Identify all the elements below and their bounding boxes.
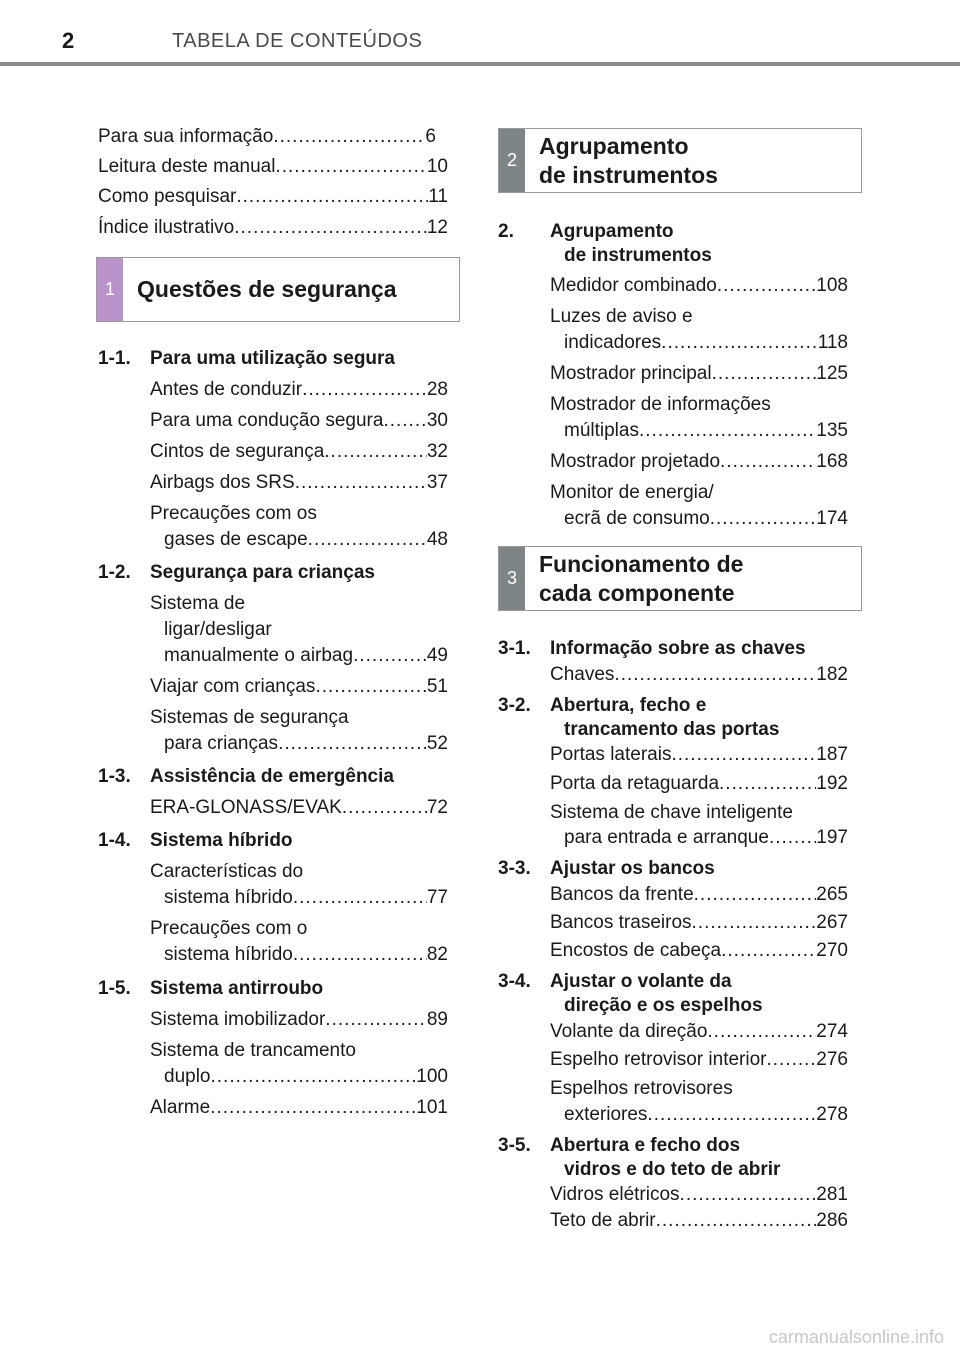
toc-entry[interactable]: Espelho retrovisor interior ..... 276 <box>550 1048 848 1072</box>
entry-title-line: Sistema de chave inteligente <box>550 802 793 823</box>
entry-title-line: Sistema de trancamento <box>150 1040 356 1061</box>
entry-title: Como pesquisar <box>98 186 237 207</box>
entry-title: Índice ilustrativo <box>98 217 235 238</box>
section-tab-3: 3 <box>499 547 525 610</box>
entry-title-line: Mostrador de informações <box>550 394 771 415</box>
header-rule <box>0 62 960 66</box>
entry-title: Para sua informação <box>98 126 274 147</box>
toc-entry[interactable]: Alarme ..... 101 <box>150 1096 448 1120</box>
section-title-2-line2: de instrumentos <box>539 162 718 188</box>
entry-page: 12 <box>426 217 448 238</box>
toc-entry[interactable]: Vidros elétricos ..... 281 <box>550 1183 848 1207</box>
toc-entry[interactable]: Antes de conduzir ..... 28 <box>150 378 448 402</box>
toc-entry[interactable] <box>98 125 436 149</box>
subsection-heading-3-3[interactable]: 3-3. Ajustar os bancos <box>498 858 715 879</box>
subsection-heading-3-4[interactable]: 3-4. Ajustar o volante da <box>498 971 732 992</box>
entry-title-line: ligar/desligar <box>164 619 272 640</box>
subsection-heading-1-1[interactable]: 1-1. Para uma utilização segura <box>98 348 395 369</box>
section-title-2-line1: Agrupamento <box>539 133 689 159</box>
toc-entry[interactable]: Medidor combinado ..... 108 <box>550 274 848 298</box>
entry-title-line: Precauções com os <box>150 503 317 524</box>
toc-entry[interactable]: Cintos de segurança ..... 32 <box>150 440 448 464</box>
subsection-heading-3-5-line2: vidros e do teto de abrir <box>564 1159 781 1180</box>
toc-entry[interactable]: para entrada e arranque ..... 197 <box>564 826 848 850</box>
subsection-heading-2[interactable]: 2. Agrupamento <box>498 221 674 242</box>
toc-entry[interactable]: Bancos da frente ..... 265 <box>550 883 848 907</box>
toc-entry[interactable] <box>98 155 448 179</box>
entry-page: 6 <box>425 126 436 147</box>
toc-entry[interactable]: manualmente o airbag ..... 49 <box>164 644 448 668</box>
subsection-heading-3-1[interactable]: 3-1. Informação sobre as chaves <box>498 638 806 659</box>
header-title: TABELA DE CONTEÚDOS <box>172 30 423 52</box>
entry-title-line: Precauções com o <box>150 918 308 939</box>
section-header-3[interactable] <box>498 546 862 611</box>
toc-entry[interactable]: duplo ..... 100 <box>164 1065 448 1089</box>
entry-title-line: Monitor de energia/ <box>550 482 714 503</box>
toc-entry[interactable]: múltiplas ..... 135 <box>564 419 848 443</box>
watermark: carmanualsonline.info <box>768 1327 944 1347</box>
entry-title-line: Luzes de aviso e <box>550 306 693 327</box>
toc-entry[interactable]: para crianças ..... 52 <box>164 732 448 756</box>
toc-entry[interactable]: Porta da retaguarda ..... 192 <box>550 772 848 796</box>
entry-title: Leitura deste manual <box>98 156 276 177</box>
subsection-heading-3-4-line2: direção e os espelhos <box>564 995 763 1016</box>
toc-entry[interactable]: Encostos de cabeça ..... 270 <box>550 939 848 963</box>
section-header-2[interactable] <box>498 128 862 193</box>
subsection-heading-2-line2: de instrumentos <box>564 245 712 266</box>
entry-page: 10 <box>426 156 448 177</box>
toc-entry[interactable]: Mostrador projetado ..... 168 <box>550 450 848 474</box>
toc-entry[interactable] <box>98 185 448 209</box>
toc-entry[interactable]: gases de escape ..... 48 <box>164 528 448 552</box>
entry-title-line: Sistema de <box>150 593 246 614</box>
toc-entry[interactable]: Portas laterais ..... 187 <box>550 743 848 767</box>
section-tab-2: 2 <box>499 129 525 192</box>
section-tab-1: 1 <box>97 258 123 321</box>
entry-title-line: Sistemas de segurança <box>150 707 349 728</box>
toc-entry[interactable]: ecrã de consumo ..... 174 <box>564 507 848 531</box>
toc-entry[interactable]: exteriores ..... 278 <box>564 1103 848 1127</box>
toc-entry[interactable]: Teto de abrir ..... 286 <box>550 1209 848 1233</box>
section-title-1: Questões de segurança <box>137 276 397 302</box>
section-title-3-line2: cada componente <box>539 580 735 606</box>
subsection-heading-1-5[interactable]: 1-5. Sistema antirroubo <box>98 978 324 999</box>
subsection-heading-3-2[interactable]: 3-2. Abertura, fecho e <box>498 695 707 716</box>
entry-title-line: Espelhos retrovisores <box>550 1078 733 1099</box>
entry-title-line: Características do <box>150 861 304 882</box>
subsection-heading-1-4[interactable]: 1-4. Sistema híbrido <box>98 830 293 851</box>
toc-entry[interactable]: Para uma condução segura ..... 30 <box>150 409 448 433</box>
toc-entry[interactable]: ERA-GLONASS/EVAK ..... 72 <box>150 796 448 820</box>
page-header <box>0 0 960 70</box>
toc-entry[interactable] <box>98 216 448 240</box>
toc-entry[interactable]: Chaves ..... 182 <box>550 663 848 687</box>
toc-entry[interactable]: Sistema imobilizador ..... 89 <box>150 1008 448 1032</box>
page-number: 2 <box>62 28 75 53</box>
toc-entry[interactable]: sistema híbrido ..... 77 <box>164 886 448 910</box>
toc-entry[interactable]: Volante da direção ..... 274 <box>550 1020 848 1044</box>
section-title-3-line1: Funcionamento de <box>539 551 744 577</box>
entry-page: 11 <box>428 186 448 207</box>
toc-entry[interactable]: Bancos traseiros ..... 267 <box>550 911 848 935</box>
toc-entry[interactable]: Mostrador principal ..... 125 <box>550 362 848 386</box>
toc-entry[interactable]: Airbags dos SRS ..... 37 <box>150 471 448 495</box>
section-header-1[interactable] <box>96 257 460 322</box>
toc-entry[interactable]: indicadores ..... 118 <box>564 331 848 355</box>
subsection-heading-1-3[interactable]: 1-3. Assistência de emergência <box>98 766 394 787</box>
subsection-heading-3-5[interactable]: 3-5. Abertura e fecho dos <box>498 1135 741 1156</box>
subsection-heading-1-2[interactable]: 1-2. Segurança para crianças <box>98 562 375 583</box>
subsection-heading-3-2-line2: trancamento das portas <box>564 719 780 740</box>
toc-entry[interactable]: sistema híbrido ..... 82 <box>164 943 448 967</box>
toc-entry[interactable]: Viajar com crianças ..... 51 <box>150 675 448 699</box>
